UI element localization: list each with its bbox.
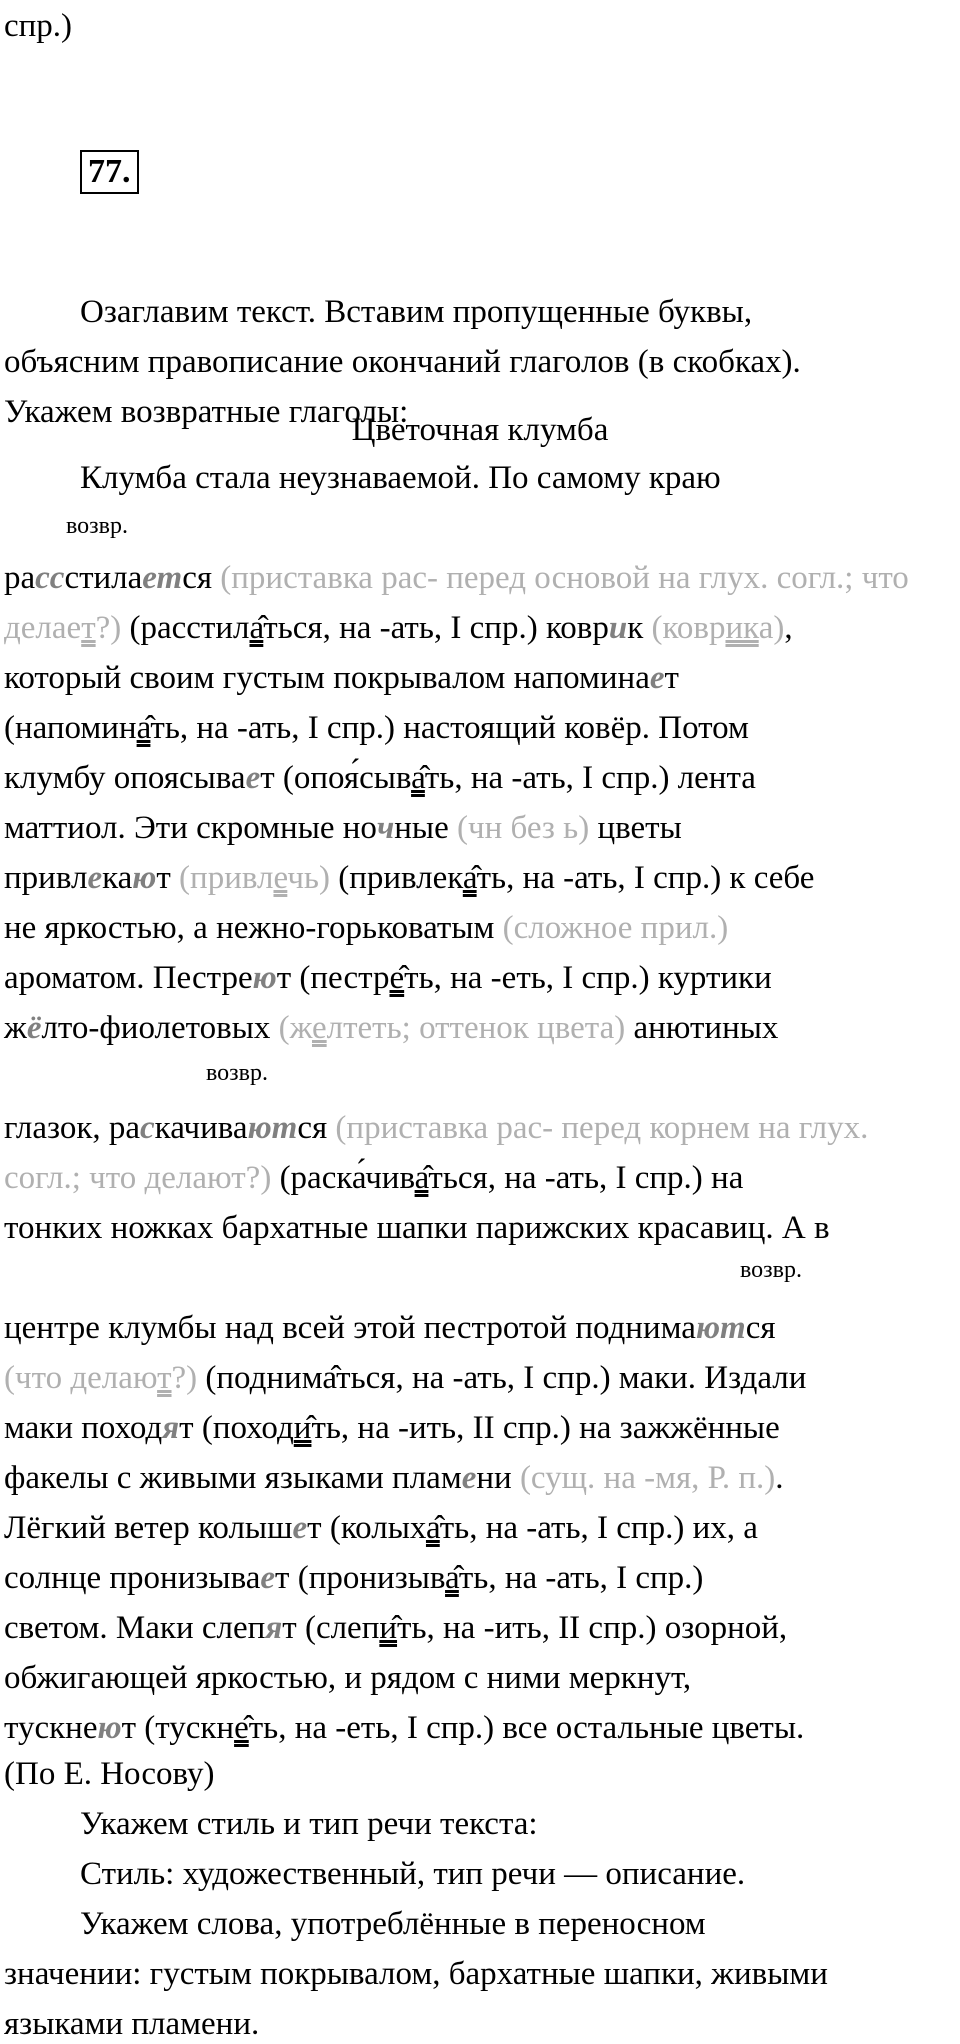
exercise-number: 77. [80, 150, 139, 194]
reflexive-note: возвр. [740, 1257, 802, 1283]
grey-annotation: делае [4, 610, 82, 646]
text-segment: а̂ [414, 1160, 429, 1196]
text-segment: ть, на -ать, I спр.) [458, 1560, 704, 1596]
text-segment: стила [64, 560, 143, 596]
text-segment: ть, на -ать, I спр.) лента [424, 760, 756, 796]
text-line [4, 1158, 743, 1198]
grey-annotation: е [311, 1010, 327, 1046]
inserted-letter: сс [35, 560, 65, 596]
inserted-letter: ет [142, 560, 183, 596]
text-segment: ся [182, 560, 221, 596]
text-segment: маки поход [4, 1410, 163, 1446]
text-line [4, 558, 909, 598]
text-line [4, 1008, 778, 1048]
text-segment: а̂ [249, 610, 264, 646]
text-line [4, 1408, 780, 1448]
inserted-letter: я [265, 1610, 283, 1646]
task-intro-line: объясним правописание окончаний глаголов (в скобках). [4, 344, 801, 380]
inserted-letter: с [140, 1110, 155, 1146]
text-segment: а̂ [425, 1510, 440, 1546]
inserted-letter: ют [247, 1110, 298, 1146]
text-segment: ароматом. Пестре [4, 960, 253, 996]
text-segment: к [627, 610, 652, 646]
text-segment: т (тускн [121, 1710, 235, 1746]
outro-line: Укажем слова, употреблённые в переносном [80, 1906, 706, 1942]
text-segment: маттиол. Эти скромные но [4, 810, 377, 846]
text-segment: цветы [589, 810, 682, 846]
text-segment: е̂ [389, 960, 405, 996]
inserted-letter: и [608, 610, 628, 646]
text-segment: т (колых [307, 1510, 426, 1546]
text-segment: ться, на -ать, I спр.) на [428, 1160, 744, 1196]
inserted-letter: я [162, 1410, 180, 1446]
text-line [4, 1558, 703, 1598]
grey-annotation: т [81, 610, 96, 646]
inserted-letter: ю [97, 1710, 122, 1746]
text-segment: центре клумбы над всей этой пестротой поднима [4, 1310, 696, 1346]
text-segment: факелы с живыми языками плам [4, 1460, 462, 1496]
text-segment: анютиных [625, 1010, 779, 1046]
text-segment: ться, на -ать, I спр.) ковр [263, 610, 609, 646]
text-segment: ни [476, 1460, 520, 1496]
text-segment: обжигающей яркостью, и рядом с ними меркнут, [4, 1660, 692, 1696]
text-title: Цветочная клумба [351, 412, 609, 448]
text-segment: тускне [4, 1710, 98, 1746]
text-segment: тонких ножках бархатные шапки парижских красавиц. А в [4, 1210, 830, 1246]
text-segment: т (слеп [282, 1610, 380, 1646]
text-line [4, 758, 756, 798]
inserted-letter: ю [252, 960, 277, 996]
text-segment: т (пестр [276, 960, 390, 996]
text-segment: (напомин [4, 710, 137, 746]
text-segment: светом. Маки слеп [4, 1610, 266, 1646]
text-line [4, 1208, 830, 1248]
text-segment: Лёгкий ветер колыш [4, 1510, 293, 1546]
text-segment: лто-фиолетовых [41, 1010, 279, 1046]
grey-annotation: чь) [287, 860, 330, 896]
reflexive-note: возвр. [206, 1060, 268, 1086]
text-segment: т (поход [179, 1410, 294, 1446]
text-line [4, 708, 749, 748]
text-segment: ть, на -ить, II спр.) на зажжённые [311, 1410, 780, 1446]
text-segment: а̂ [136, 710, 151, 746]
grey-annotation: лтеть; оттенок цвета) [326, 1010, 626, 1046]
text-line [4, 1608, 787, 1648]
outro-line: Укажем стиль и тип речи текста: [80, 1806, 538, 1842]
text-segment: , [784, 610, 793, 646]
text-line [4, 1108, 868, 1148]
text-segment: (По Е. Носову) [4, 1756, 215, 1792]
text-line [4, 808, 682, 848]
text-segment: а̂ [411, 760, 425, 796]
inserted-letter: е [461, 1460, 477, 1496]
inserted-letter: е [87, 860, 103, 896]
top-fragment: спр.) [4, 8, 73, 44]
text-line [4, 608, 793, 648]
text-segment: ж [4, 1010, 27, 1046]
grey-annotation: ик [725, 610, 759, 646]
text-line [4, 858, 814, 898]
text-segment: (привлек [329, 860, 463, 896]
text-segment: качива [154, 1110, 248, 1146]
grey-annotation: ?) [95, 610, 122, 646]
text-line [4, 658, 679, 698]
grey-annotation: (приставка рас- перед корнем на глух. [335, 1110, 869, 1146]
outro-line: Стиль: художественный, тип речи — описание. [80, 1856, 746, 1892]
grey-annotation: (сложное прил.) [502, 910, 729, 946]
grey-annotation: (приставка рас- перед основой на глух. согл.; что [220, 560, 909, 596]
grey-annotation: а) [758, 610, 785, 646]
text-segment: ть, на -ать, I спр.) их, а [439, 1510, 758, 1546]
text-segment: т [156, 860, 180, 896]
grey-annotation: (что делаю [4, 1360, 158, 1396]
text-segment: ть, на -еть, I спр.) все остальные цветы. [248, 1710, 805, 1746]
text-line [4, 1658, 691, 1698]
text-segment: ся [297, 1110, 336, 1146]
text-line [4, 958, 772, 998]
text-segment: солнце пронизыва [4, 1560, 261, 1596]
text-segment: ные [394, 810, 457, 846]
text-segment: ть, на -еть, I спр.) куртики [404, 960, 772, 996]
task-intro-line: Озаглавим текст. Вставим пропущенные буквы, [80, 294, 753, 330]
inserted-letter: ч [376, 810, 395, 846]
text-segment: и̂ [293, 1410, 312, 1446]
grey-annotation: (сущ. на -мя, Р. п.) [519, 1460, 776, 1496]
text-line [4, 1458, 784, 1498]
text-segment: привл [4, 860, 88, 896]
text-segment: ся [745, 1310, 776, 1346]
reflexive-note: возвр. [66, 513, 128, 539]
grey-annotation: (ж [278, 1010, 312, 1046]
grey-annotation: согл.; что делают?) [4, 1160, 272, 1196]
text-segment: а̂ [462, 860, 477, 896]
grey-annotation: т [157, 1360, 172, 1396]
text-segment: . [775, 1460, 784, 1496]
inserted-letter: е [245, 760, 261, 796]
text-segment: и̂ [379, 1610, 398, 1646]
text-segment: а̂ [445, 1560, 459, 1596]
grey-annotation: (ковр [651, 610, 726, 646]
text-line [4, 908, 728, 948]
grey-annotation: е [273, 860, 288, 896]
grey-annotation: (привл [179, 860, 274, 896]
text-line [4, 1358, 806, 1398]
text-segment: ть, на -ать, I спр.) настоящий ковёр. Потом [150, 710, 749, 746]
grey-annotation: (чн без ь) [457, 810, 590, 846]
text-line [4, 1708, 804, 1748]
text-segment: глазок, ра [4, 1110, 140, 1146]
inserted-letter: е [649, 660, 665, 696]
text-segment: ть, на -ать, I спр.) к себе [476, 860, 815, 896]
text-segment: (раска́чив [271, 1160, 415, 1196]
inserted-letter: ют [695, 1310, 746, 1346]
text-line [4, 1508, 758, 1548]
inserted-letter: ё [26, 1010, 42, 1046]
text-segment: (расстил [121, 610, 250, 646]
inserted-letter: е [292, 1510, 308, 1546]
inserted-letter: е [260, 1560, 276, 1596]
text-line [4, 1754, 214, 1794]
text-segment: (поднима̂ться, на -ать, I спр.) маки. Издали [197, 1360, 807, 1396]
text-segment: Клумба стала неузнаваемой. По самому краю [80, 460, 721, 496]
text-line [80, 458, 721, 498]
text-segment: е̂ [234, 1710, 249, 1746]
text-segment: который своим густым покрывалом напомина [4, 660, 650, 696]
text-segment: клумбу опоясыва [4, 760, 246, 796]
task-intro-line: Укажем возвратные глаголы: [4, 394, 409, 430]
outro-line: значении: густым покрывалом, бархатные шапки, живыми [4, 1956, 828, 1992]
text-segment: ть, на -ить, II спр.) озорной, [397, 1610, 788, 1646]
text-segment: т (пронизыв [275, 1560, 446, 1596]
text-line [4, 1308, 776, 1348]
text-segment: т (опоя́сыв [260, 760, 412, 796]
text-segment: ка [102, 860, 133, 896]
grey-annotation: ?) [171, 1360, 198, 1396]
text-segment: т [664, 660, 679, 696]
outro-line: языками пламени. [4, 2006, 260, 2042]
inserted-letter: ю [132, 860, 157, 896]
text-segment: ра [4, 560, 36, 596]
text-segment: не яркостью, а нежно-горьковатым [4, 910, 503, 946]
